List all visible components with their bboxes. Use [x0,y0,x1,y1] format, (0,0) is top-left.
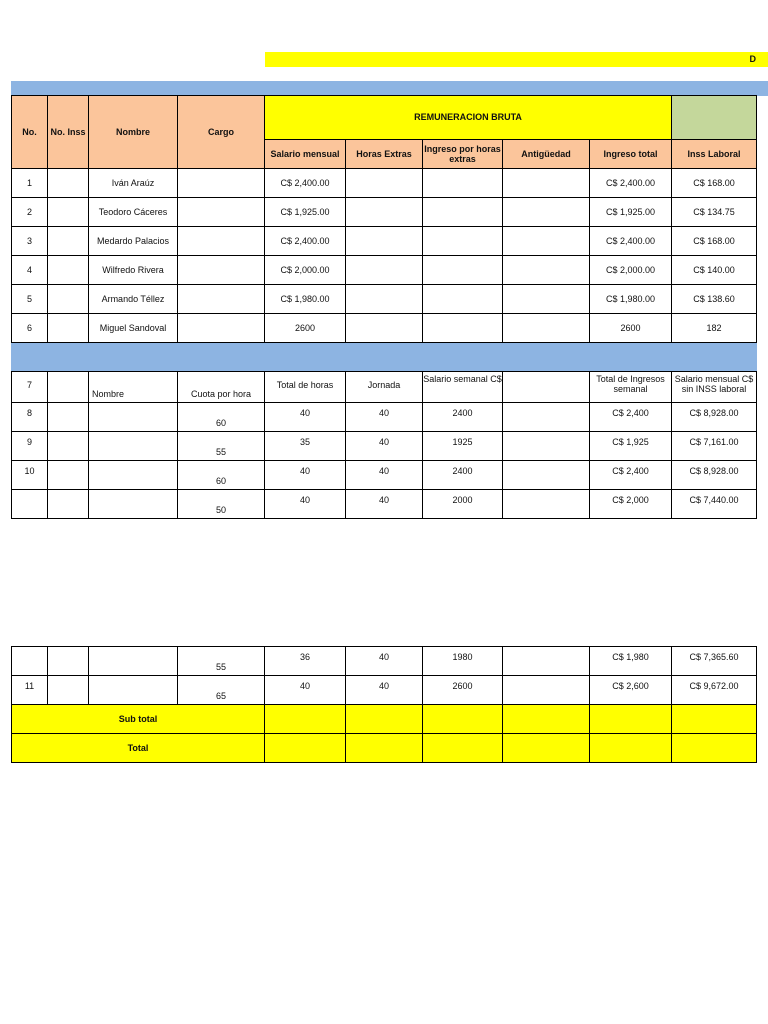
header2-no: 7 [11,371,48,403]
row-salario-mensual: C$ 9,672.00 [671,675,757,705]
row-number: 8 [11,402,48,432]
row-empty [502,402,590,432]
header2-salario-semanal: Salario semanal C$ [422,371,503,403]
row-cargo [177,168,265,198]
row-salario-mensual: C$ 8,928.00 [671,460,757,490]
row-inss-laboral: 182 [671,313,757,343]
row-ingreso-horas-extras [422,284,503,314]
blue-band-top [11,81,768,96]
row-total-horas: 40 [264,489,346,519]
row-ingreso-total: C$ 2,400.00 [589,226,672,256]
row-jornada: 40 [345,431,423,461]
row-ingreso-horas-extras [422,197,503,227]
row-empty [502,460,590,490]
row-salario-mensual: C$ 2,400.00 [264,226,346,256]
row-no-inss [47,402,89,432]
row-horas-extras [345,168,423,198]
row-no-inss [47,284,89,314]
row-ingreso-total: C$ 1,925.00 [589,197,672,227]
row-nombre: Iván Araúz [88,168,178,198]
row-cuota-por-hora: 55 [177,431,265,461]
row-nombre [88,431,178,461]
row-salario-mensual: C$ 7,440.00 [671,489,757,519]
row-cuota-por-hora: 60 [177,460,265,490]
row-nombre [88,402,178,432]
row-jornada: 40 [345,460,423,490]
subtotal-cell [671,704,757,734]
row-cuota-por-hora: 60 [177,402,265,432]
row-no-inss [47,168,89,198]
row-ingreso-total: C$ 1,980.00 [589,284,672,314]
row-no-inss [47,675,89,705]
row-cargo [177,255,265,285]
row-cargo [177,197,265,227]
row-salario-semanal: 1925 [422,431,503,461]
row-salario-semanal: 1980 [422,646,503,676]
row-empty [502,431,590,461]
total-label: Total [11,733,265,763]
row-inss-laboral: C$ 134.75 [671,197,757,227]
header2-jornada: Jornada [345,371,423,403]
row-antiguedad [502,197,590,227]
row-cargo [177,284,265,314]
row-total-horas: 40 [264,460,346,490]
top-yellow-bar [265,52,768,67]
row-total-ingresos: C$ 2,600 [589,675,672,705]
row-no-inss [47,431,89,461]
header-ingreso-horas-extras: Ingreso por horas extras [422,139,503,169]
subtotal-cell [345,704,423,734]
header-no-inss: No. Inss [47,95,89,169]
row-nombre: Wilfredo Rivera [88,255,178,285]
row-number: 5 [11,284,48,314]
row-total-ingresos: C$ 2,400 [589,402,672,432]
header2-cuota-por-hora: Cuota por hora [177,371,265,403]
row-number [11,646,48,676]
row-nombre: Miguel Sandoval [88,313,178,343]
row-total-ingresos: C$ 2,000 [589,489,672,519]
row-ingreso-total: C$ 2,400.00 [589,168,672,198]
total-cell [502,733,590,763]
subtotal-cell [422,704,503,734]
row-total-horas: 40 [264,675,346,705]
row-nombre: Armando Téllez [88,284,178,314]
row-jornada: 40 [345,489,423,519]
row-empty [502,489,590,519]
row-salario-mensual: C$ 1,925.00 [264,197,346,227]
header-green-block [671,95,757,140]
row-horas-extras [345,313,423,343]
row-salario-semanal: 2400 [422,402,503,432]
row-total-ingresos: C$ 1,925 [589,431,672,461]
header2-total-ingresos: Total de Ingresos semanal [589,371,672,403]
row-salario-mensual: C$ 2,400.00 [264,168,346,198]
row-salario-semanal: 2600 [422,675,503,705]
row-inss-laboral: C$ 168.00 [671,168,757,198]
row-number [11,489,48,519]
row-antiguedad [502,313,590,343]
row-nombre [88,675,178,705]
row-antiguedad [502,226,590,256]
total-cell [345,733,423,763]
row-nombre [88,646,178,676]
row-ingreso-total: C$ 2,000.00 [589,255,672,285]
header2-no-inss [47,371,89,403]
header-ingreso-total: Ingreso total [589,139,672,169]
header-nombre: Nombre [88,95,178,169]
row-no-inss [47,255,89,285]
subtotal-cell [589,704,672,734]
blue-band-middle [11,343,757,372]
row-no-inss [47,197,89,227]
row-nombre [88,460,178,490]
row-salario-mensual: C$ 8,928.00 [671,402,757,432]
row-salario-mensual: C$ 2,000.00 [264,255,346,285]
row-total-horas: 35 [264,431,346,461]
subtotal-cell [502,704,590,734]
row-number: 4 [11,255,48,285]
header-horas-extras: Horas Extras [345,139,423,169]
header2-empty [502,371,590,403]
row-salario-mensual: C$ 7,161.00 [671,431,757,461]
total-cell [264,733,346,763]
row-ingreso-horas-extras [422,255,503,285]
row-number: 3 [11,226,48,256]
row-number: 6 [11,313,48,343]
row-no-inss [47,460,89,490]
header-antiguedad: Antigüedad [502,139,590,169]
row-jornada: 40 [345,402,423,432]
row-no-inss [47,646,89,676]
row-total-ingresos: C$ 1,980 [589,646,672,676]
subtotal-label: Sub total [11,704,265,734]
row-cuota-por-hora: 55 [177,646,265,676]
row-number: 11 [11,675,48,705]
row-cuota-por-hora: 65 [177,675,265,705]
row-salario-semanal: 2400 [422,460,503,490]
row-no-inss [47,313,89,343]
row-total-ingresos: C$ 2,400 [589,460,672,490]
top-bar-letter: D [749,54,756,65]
row-nombre: Medardo Palacios [88,226,178,256]
row-inss-laboral: C$ 140.00 [671,255,757,285]
row-horas-extras [345,284,423,314]
row-salario-semanal: 2000 [422,489,503,519]
row-empty [502,675,590,705]
header-inss-laboral: Inss Laboral [671,139,757,169]
subtotal-cell [264,704,346,734]
header-remuneracion-bruta: REMUNERACION BRUTA [264,95,672,140]
row-antiguedad [502,284,590,314]
header-cargo: Cargo [177,95,265,169]
row-cargo [177,313,265,343]
header2-total-horas: Total de horas [264,371,346,403]
row-cargo [177,226,265,256]
row-inss-laboral: C$ 138.60 [671,284,757,314]
row-ingreso-horas-extras [422,226,503,256]
row-no-inss [47,489,89,519]
row-jornada: 40 [345,646,423,676]
header2-nombre: Nombre [88,371,178,403]
row-jornada: 40 [345,675,423,705]
row-total-horas: 36 [264,646,346,676]
total-cell [589,733,672,763]
row-antiguedad [502,255,590,285]
row-number: 1 [11,168,48,198]
row-salario-mensual: C$ 1,980.00 [264,284,346,314]
row-ingreso-horas-extras [422,168,503,198]
row-empty [502,646,590,676]
row-number: 9 [11,431,48,461]
row-number: 10 [11,460,48,490]
row-ingreso-total: 2600 [589,313,672,343]
total-cell [671,733,757,763]
row-cuota-por-hora: 50 [177,489,265,519]
row-horas-extras [345,255,423,285]
row-antiguedad [502,168,590,198]
header2-salario-mensual: Salario mensual C$ sin INSS laboral [671,371,757,403]
row-inss-laboral: C$ 168.00 [671,226,757,256]
row-ingreso-horas-extras [422,313,503,343]
row-salario-mensual: 2600 [264,313,346,343]
row-salario-mensual: C$ 7,365.60 [671,646,757,676]
row-nombre: Teodoro Cáceres [88,197,178,227]
row-number: 2 [11,197,48,227]
row-total-horas: 40 [264,402,346,432]
header-no: No. [11,95,48,169]
row-horas-extras [345,226,423,256]
row-horas-extras [345,197,423,227]
header-salario-mensual: Salario mensual [264,139,346,169]
row-nombre [88,489,178,519]
total-cell [422,733,503,763]
row-no-inss [47,226,89,256]
